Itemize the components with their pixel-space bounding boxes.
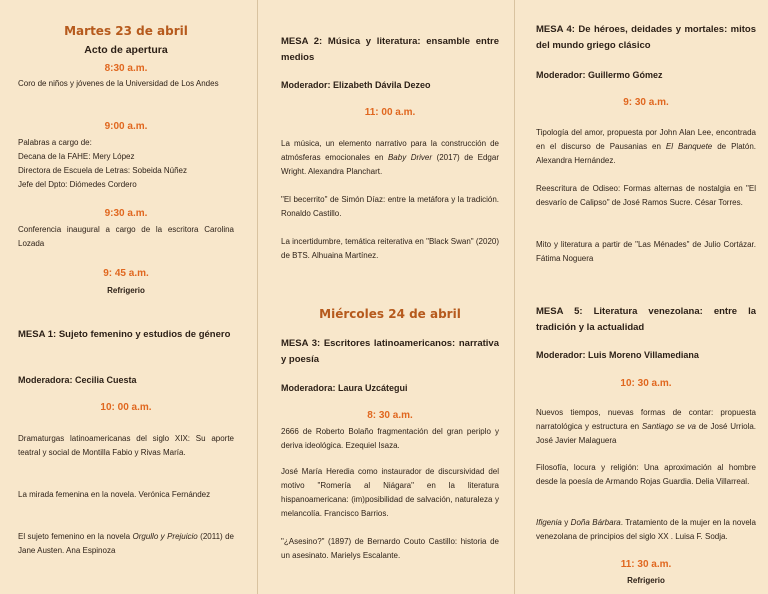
program-item: "El becerrito" de Simón Díaz: entre la metáfora y la tradición. Ronaldo Castillo. (281, 195, 499, 218)
time-label: 8: 30 a.m. (367, 410, 413, 421)
session-title: MESA 1: Sujeto femenino y estudios de género (18, 329, 231, 340)
program-item: Ifigenia y Doña Bárbara. Tratamiento de la mujer en la novela venezolana de principios del siglo XX . Luisa F. Sodja. (536, 518, 756, 541)
session-title: MESA 2: Música y literatura: ensamble entre medios (281, 36, 499, 63)
program-item: Coro de niños y jóvenes de la Universidad de Los Andes (18, 79, 219, 88)
moderator: Moderador: Guillermo Gómez (536, 70, 663, 80)
day-heading: Miércoles 24 de abril (319, 307, 461, 321)
program-item: Dramaturgas latinoamericanas del siglo XIX: Su aporte teatral y social de Montilla Fabio y Rivas María. (18, 434, 234, 457)
program-item: La incertidumbre, temática reiterativa en "Black Swan" (2020) de BTS. Alhuaina Martínez. (281, 237, 499, 260)
program-item: Reescritura de Odiseo: Formas alternas de nostalgia en "El desvarío de Calipso" de José Ramos Sucre. César Torres. (536, 184, 756, 207)
program-line: Jefe del Dpto: Diómedes Cordero (18, 180, 137, 189)
time-label: 9: 45 a.m. (103, 268, 149, 279)
time-label: 9: 30 a.m. (623, 97, 669, 108)
program-item: Tipología del amor, propuesta por John Alan Lee, encontrada en el discurso de Pausanias en El Banquete de Platón. Alexandra Hernández. (536, 128, 756, 165)
program-item: Nuevos tiempos, nuevas formas de contar: propuesta narratológica y estructura en Santiago se va de José Urriola. José Javier Malaguera (536, 408, 756, 445)
session-title: MESA 3: Escritores latinoamericanos: narrativa y poesía (281, 338, 499, 365)
day-heading: Martes 23 de abril (64, 24, 188, 38)
program-item: Conferencia inaugural a cargo de la escritora Carolina Lozada (18, 225, 234, 248)
time-label: 10: 30 a.m. (620, 378, 672, 389)
panel-right (536, 0, 756, 594)
time-label: 11: 00 a.m. (364, 107, 416, 118)
program-item: "¿Asesino?" (1897) de Bernardo Couto Castillo: historia de un asesinato. Marielys Escalante. (281, 537, 499, 560)
panel-left (18, 0, 234, 594)
program-line: Directora de Escuela de Letras: Sobeida Núñez (18, 166, 187, 175)
program-item: José María Heredia como instaurador de discursividad del motivo "Romería al Niágara" en la literatura hispanoamericana: (im)posibilidad de salvación, naturaleza y melancolía. Francisco Barrios. (281, 467, 499, 518)
program-line: Palabras a cargo de: (18, 138, 92, 147)
session-title: MESA 5: Literatura venezolana: entre la tradición y la actualidad (536, 306, 756, 333)
program-item: Filosofía, locura y religión: Una aproximación al hombre desde la poesía de Armando Rojas Guardia. Delia Villarreal. (536, 463, 756, 486)
moderator: Moderador: Luis Moreno Villamediana (536, 350, 699, 360)
time-label: 9:30 a.m. (104, 208, 148, 219)
moderator: Moderador: Elizabeth Dávila Dezeo (281, 80, 431, 90)
program-item (18, 136, 234, 192)
opening-heading: Acto de apertura (84, 44, 168, 56)
break-label: Refrigerio (107, 286, 145, 295)
panel-middle (281, 0, 499, 594)
program-item: 2666 de Roberto Bolaño fragmentación del gran periplo y deriva ideológica. Ezequiel Isaza. (281, 427, 499, 450)
program-item: Mito y literatura a partir de "Las Ménades" de Julio Cortázar. Fátima Noguera (536, 240, 756, 263)
break-label: Refrigerio (627, 576, 665, 585)
panel-fold-2 (514, 0, 515, 594)
moderator: Moderadora: Cecilia Cuesta (18, 375, 137, 385)
time-label: 11: 30 a.m. (620, 559, 672, 570)
moderator: Moderadora: Laura Uzcátegui (281, 383, 408, 393)
session-title: MESA 4: De héroes, deidades y mortales: mitos del mundo griego clásico (536, 24, 756, 51)
program-item: La mirada femenina en la novela. Verónica Fernández (18, 490, 211, 499)
program-item: La música, un elemento narrativo para la construcción de atmósferas emocionales en Baby Driver (2017) de Edgar Wright. Alexandra Planchart. (281, 139, 499, 176)
time-label: 9:00 a.m. (104, 121, 148, 132)
program-item: El sujeto femenino en la novela Orgullo y Prejuicio (2011) de Jane Austen. Ana Espinoza (18, 532, 234, 555)
time-label: 10: 00 a.m. (100, 402, 152, 413)
time-label: 8:30 a.m. (104, 63, 148, 74)
panel-fold-1 (257, 0, 258, 594)
program-line: Decana de la FAHE: Mery López (18, 152, 135, 161)
